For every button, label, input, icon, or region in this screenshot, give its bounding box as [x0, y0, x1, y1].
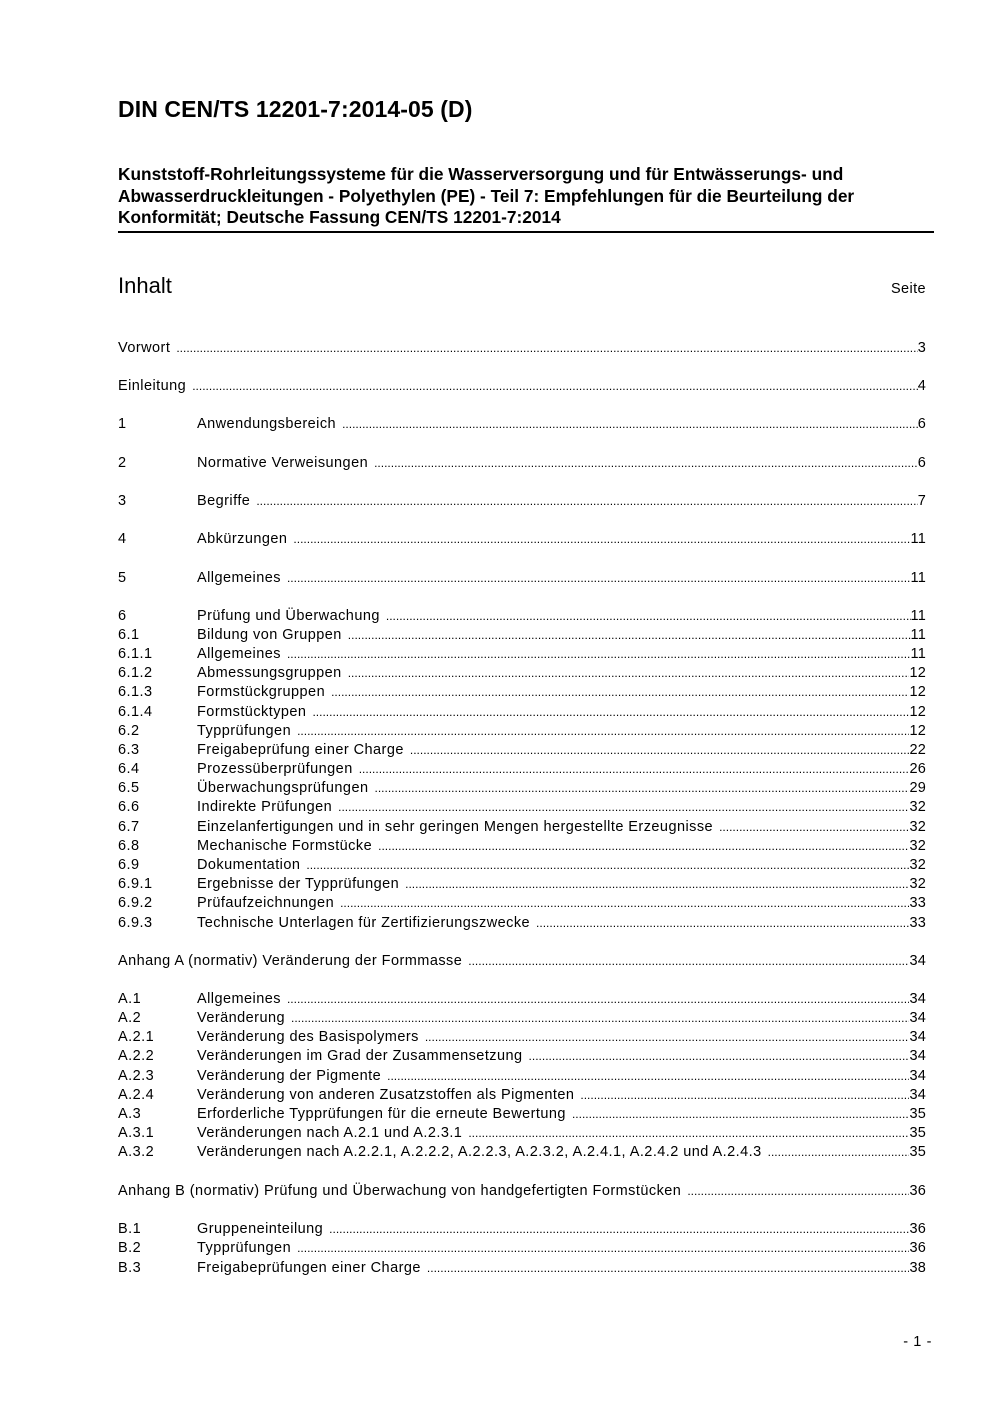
toc-entry-page: 34 [909, 1048, 926, 1064]
toc-dot-leader [536, 914, 909, 933]
toc-entry-label: Anhang A (normativ) Veränderung der Formmasse [118, 953, 463, 969]
toc-entry-label: Mechanische Formstücke [197, 838, 373, 854]
toc-entry[interactable] [118, 1239, 926, 1258]
toc-entry[interactable] [118, 818, 926, 837]
toc-dot-leader [768, 1143, 910, 1162]
toc-entry[interactable] [118, 837, 926, 856]
toc-entry[interactable] [118, 1009, 926, 1028]
toc-dot-leader [287, 990, 910, 1009]
toc-entry-number: 6.6 [118, 799, 140, 815]
toc-entry-page: 32 [909, 838, 926, 854]
toc-entry-label: Bildung von Gruppen [197, 627, 342, 643]
toc-entry-number: A.2.4 [118, 1087, 155, 1103]
toc-entry[interactable] [118, 1259, 926, 1278]
toc-entry[interactable] [118, 1182, 926, 1201]
toc-entry-page: 32 [909, 857, 926, 873]
toc-entry[interactable] [118, 779, 926, 798]
toc-entry-page: 32 [909, 819, 926, 835]
toc-dot-leader [405, 875, 909, 894]
toc-entry[interactable] [118, 894, 926, 913]
toc-entry-number: 1 [118, 416, 127, 432]
toc-entry[interactable] [118, 492, 926, 511]
toc-entry-label: Gruppeneinteilung [197, 1221, 324, 1237]
toc-page-column-label: Seite [890, 281, 926, 297]
toc-entry[interactable] [118, 952, 926, 971]
toc-entry[interactable] [118, 530, 926, 549]
toc-entry-page: 6 [917, 455, 926, 471]
toc-entry-page: 12 [909, 704, 926, 720]
toc-entry-number: 6 [118, 608, 127, 624]
toc-entry-page: 34 [909, 991, 926, 1007]
toc-entry-number: A.1 [118, 991, 142, 1007]
toc-entry[interactable] [118, 1086, 926, 1105]
toc-dot-leader [468, 1124, 909, 1143]
toc-dot-leader [331, 683, 909, 702]
toc-entry[interactable] [118, 1143, 926, 1162]
toc-entry-label: Dokumentation [197, 857, 301, 873]
toc-entry-page: 34 [909, 1087, 926, 1103]
toc-dot-leader [359, 760, 910, 779]
toc-entry-number: 2 [118, 455, 127, 471]
toc-dot-leader [348, 664, 910, 683]
toc-entry-page: 11 [910, 531, 926, 547]
toc-entry-number: 6.1 [118, 627, 140, 643]
toc-entry-number: B.2 [118, 1240, 142, 1256]
toc-entry[interactable] [118, 703, 926, 722]
toc-entry-label: Veränderung des Basispolymers [197, 1029, 419, 1045]
toc-entry-number: A.3.1 [118, 1125, 155, 1141]
toc-dot-leader [192, 377, 918, 396]
toc-entry-number: 6.7 [118, 819, 140, 835]
toc-entry-label: Prüfung und Überwachung [197, 608, 380, 624]
toc-entry-label: Indirekte Prüfungen [197, 799, 333, 815]
toc-dot-leader [297, 1239, 909, 1258]
toc-entry-page: 29 [909, 780, 926, 796]
toc-dot-leader [378, 837, 909, 856]
toc-dot-leader [287, 645, 911, 664]
toc-entry-page: 11 [910, 627, 926, 643]
toc-entry-page: 6 [917, 416, 926, 432]
toc-entry[interactable] [118, 1105, 926, 1124]
toc-entry-label: Anhang B (normativ) Prüfung und Überwachung von handgefertigten Formstücken [118, 1183, 682, 1199]
toc-entry[interactable] [118, 1124, 926, 1143]
toc-dot-leader [348, 626, 911, 645]
toc-entry[interactable] [118, 798, 926, 817]
toc-entry[interactable] [118, 722, 926, 741]
toc-entry-label: Vorwort [118, 340, 171, 356]
toc-entry-label: Ergebnisse der Typprüfungen [197, 876, 400, 892]
toc-entry[interactable] [118, 569, 926, 588]
toc-dot-leader [287, 569, 911, 588]
toc-dot-leader [176, 339, 917, 358]
toc-dot-leader [387, 1067, 909, 1086]
toc-entry[interactable] [118, 645, 926, 664]
toc-entry[interactable] [118, 454, 926, 473]
toc-entry-label: Begriffe [197, 493, 251, 509]
toc-entry[interactable] [118, 377, 926, 396]
toc-entry-label: Prozessüberprüfungen [197, 761, 353, 777]
document-title: Kunststoff-Rohrleitungssysteme für die Wasserversorgung und für Entwässerungs- und Abwasserdruckleitungen - Polyethylen (PE) - Teil 7: Empfehlungen für die Beurteilung der Konformität; Deutsche Fassung CEN/TS 12201-7:2014 [118, 164, 934, 233]
toc-entry[interactable] [118, 856, 926, 875]
toc-dot-leader [425, 1028, 910, 1047]
toc-dot-leader [410, 741, 910, 760]
toc-entry[interactable] [118, 1028, 926, 1047]
toc-dot-leader [719, 818, 909, 837]
page-number: - 1 - [903, 1334, 932, 1350]
toc-entry[interactable] [118, 1067, 926, 1086]
toc-entry-number: A.2.1 [118, 1029, 155, 1045]
toc-entry-page: 32 [909, 876, 926, 892]
toc-dot-leader [342, 415, 918, 434]
toc-entry-label: Normative Verweisungen [197, 455, 369, 471]
toc-entry-page: 32 [909, 799, 926, 815]
toc-entry-number: A.2 [118, 1010, 142, 1026]
toc-entry[interactable] [118, 741, 926, 760]
toc-entry-number: 6.1.1 [118, 646, 153, 662]
toc-entry-page: 35 [909, 1125, 926, 1141]
toc-entry[interactable] [118, 1047, 926, 1066]
toc-entry[interactable] [118, 914, 926, 933]
toc-entry-label: Überwachungsprüfungen [197, 780, 369, 796]
toc-entry-label: Veränderungen nach A.2.2.1, A.2.2.2, A.2.2.3, A.2.3.2, A.2.4.1, A.2.4.2 und A.2.4.3 [197, 1144, 762, 1160]
toc-entry-number: A.3.2 [118, 1144, 155, 1160]
toc-heading: Inhalt [118, 273, 172, 298]
toc-entry[interactable] [118, 626, 926, 645]
toc-entry-page: 35 [909, 1106, 926, 1122]
toc-entry-number: 6.1.4 [118, 704, 153, 720]
toc-entry-number: 6.5 [118, 780, 140, 796]
toc-entry-page: 38 [909, 1260, 926, 1276]
toc-entry-label: Veränderung von anderen Zusatzstoffen als Pigmenten [197, 1087, 575, 1103]
toc-entry-page: 4 [917, 378, 926, 394]
toc-entry-number: 6.4 [118, 761, 140, 777]
toc-entry-page: 36 [909, 1183, 926, 1199]
toc-entry-label: Veränderung der Pigmente [197, 1068, 382, 1084]
toc-dot-leader [297, 722, 909, 741]
toc-entry-page: 33 [909, 895, 926, 911]
toc-entry-number: 6.1.3 [118, 684, 153, 700]
toc-dot-leader [340, 894, 909, 913]
toc-entry-page: 11 [910, 570, 926, 586]
toc-entry-label: Abkürzungen [197, 531, 288, 547]
toc-dot-leader [312, 703, 909, 722]
toc-dot-leader [306, 856, 909, 875]
toc-entry-label: Formstücktypen [197, 704, 307, 720]
toc-entry-label: Allgemeines [197, 570, 281, 586]
toc-entry[interactable] [118, 683, 926, 702]
toc-entry[interactable] [118, 664, 926, 683]
toc-entry-page: 22 [909, 742, 926, 758]
toc-entry[interactable] [118, 1220, 926, 1239]
toc-entry-page: 34 [909, 1010, 926, 1026]
toc-entry-number: 6.3 [118, 742, 140, 758]
toc-entry-label: Veränderungen im Grad der Zusammensetzung [197, 1048, 523, 1064]
toc-entry[interactable] [118, 415, 926, 434]
toc-entry-number: A.2.3 [118, 1068, 155, 1084]
toc-entry-page: 12 [909, 665, 926, 681]
toc-entry-label: Freigabeprüfung einer Charge [197, 742, 404, 758]
toc-entry-page: 34 [909, 953, 926, 969]
toc-dot-leader [427, 1259, 910, 1278]
toc-dot-leader [256, 492, 917, 511]
toc-entry-page: 36 [909, 1240, 926, 1256]
document-id: DIN CEN/TS 12201-7:2014-05 (D) [118, 96, 473, 122]
toc-entry-page: 7 [917, 493, 926, 509]
toc-entry-page: 3 [917, 340, 926, 356]
toc-entry-number: 3 [118, 493, 127, 509]
toc-dot-leader [529, 1047, 910, 1066]
toc-entry-number: B.1 [118, 1221, 142, 1237]
toc-entry-page: 35 [909, 1144, 926, 1160]
toc-dot-leader [293, 530, 910, 549]
toc-dot-leader [386, 607, 911, 626]
toc-entry-page: 33 [909, 915, 926, 931]
toc-dot-leader [687, 1182, 909, 1201]
toc-entry-number: 6.1.2 [118, 665, 153, 681]
toc-entry-number: 6.9.3 [118, 915, 153, 931]
toc-entry[interactable] [118, 990, 926, 1009]
toc-dot-leader [580, 1086, 909, 1105]
toc-entry-label: Technische Unterlagen für Zertifizierungszwecke [197, 915, 531, 931]
toc-entry-label: Veränderungen nach A.2.1 und A.2.3.1 [197, 1125, 463, 1141]
toc-entry-label: Einzelanfertigungen und in sehr geringen Mengen hergestellte Erzeugnisse [197, 819, 714, 835]
toc-entry-label: Veränderung [197, 1010, 285, 1026]
toc-entry-number: A.3 [118, 1106, 142, 1122]
toc-entry-number: 6.9 [118, 857, 140, 873]
toc-entry-label: Freigabeprüfungen einer Charge [197, 1260, 421, 1276]
toc-entry-page: 36 [909, 1221, 926, 1237]
toc-entry-label: Formstückgruppen [197, 684, 326, 700]
toc-entry-page: 34 [909, 1068, 926, 1084]
toc-entry-label: Allgemeines [197, 646, 281, 662]
toc-entry-page: 12 [909, 684, 926, 700]
toc-entry-number: 6.9.2 [118, 895, 153, 911]
toc-entry-page: 34 [909, 1029, 926, 1045]
toc-entry-number: 5 [118, 570, 127, 586]
toc-dot-leader [468, 952, 909, 971]
toc-entry-number: 6.9.1 [118, 876, 153, 892]
toc-entry-label: Erforderliche Typprüfungen für die erneute Bewertung [197, 1106, 566, 1122]
toc-entry-number: 6.8 [118, 838, 140, 854]
toc-entry-page: 11 [910, 608, 926, 624]
toc-dot-leader [572, 1105, 910, 1124]
toc-entry-label: Einleitung [118, 378, 187, 394]
toc-dot-leader [329, 1220, 909, 1239]
toc-entry-label: Typprüfungen [197, 1240, 292, 1256]
toc-entry-page: 11 [910, 646, 926, 662]
toc-entry[interactable] [118, 875, 926, 894]
toc-entry-number: B.3 [118, 1260, 142, 1276]
toc-entry-label: Allgemeines [197, 991, 281, 1007]
toc-entry-number: A.2.2 [118, 1048, 155, 1064]
toc-entry-label: Anwendungsbereich [197, 416, 337, 432]
toc-entry[interactable] [118, 760, 926, 779]
toc-entry-page: 12 [909, 723, 926, 739]
toc-entry[interactable] [118, 607, 926, 626]
toc-dot-leader [374, 454, 918, 473]
toc-dot-leader [374, 779, 909, 798]
toc-entry-page: 26 [909, 761, 926, 777]
toc-entry-number: 6.2 [118, 723, 140, 739]
toc-entry-label: Typprüfungen [197, 723, 292, 739]
toc-entry-number: 4 [118, 531, 127, 547]
toc-dot-leader [291, 1009, 909, 1028]
toc-entry[interactable] [118, 339, 926, 358]
toc-dot-leader [338, 798, 909, 817]
toc-entry-label: Prüfaufzeichnungen [197, 895, 335, 911]
toc-entry-label: Abmessungsgruppen [197, 665, 342, 681]
